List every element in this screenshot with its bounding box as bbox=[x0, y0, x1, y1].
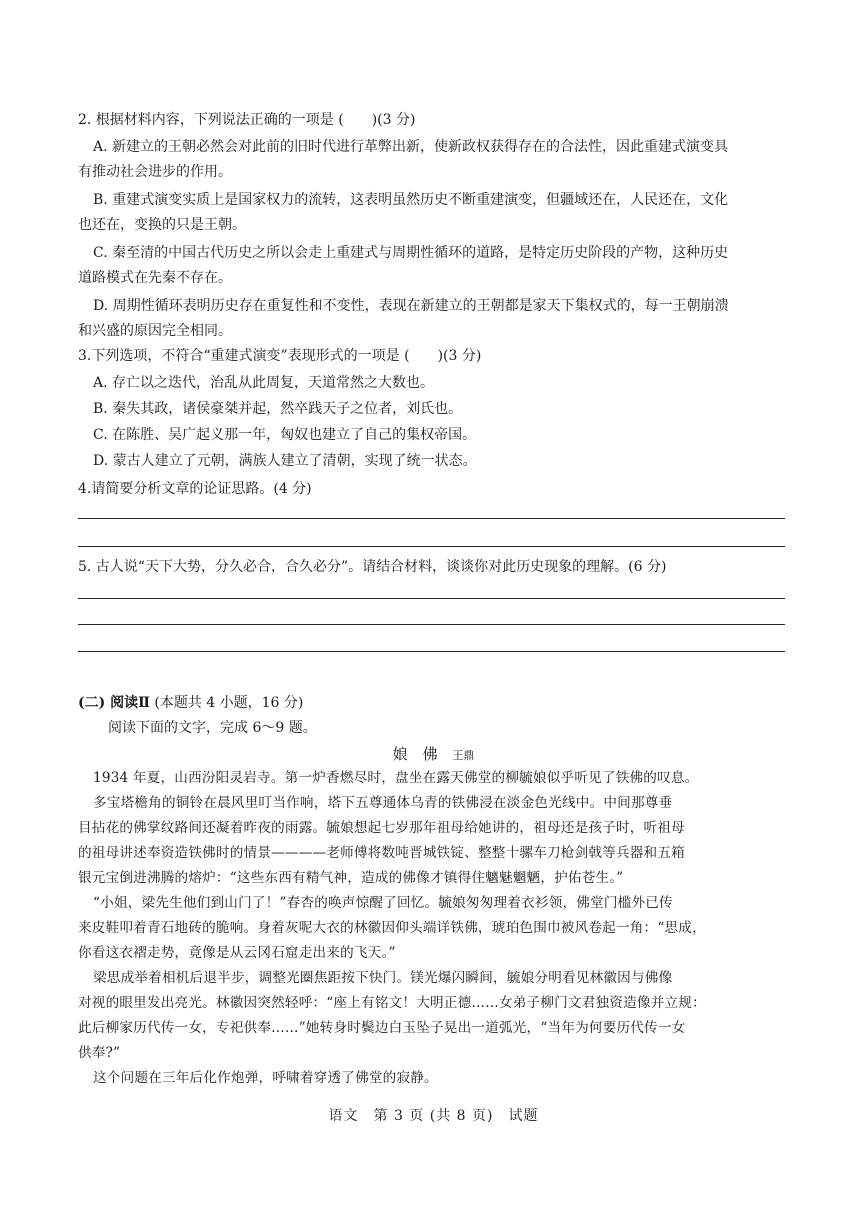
story-paragraph-cont: 目拈花的佛掌纹路间还凝着昨夜的雨露。毓娘想起七岁那年祖母给她讲的，祖母还是孩子时，听祖母 bbox=[78, 820, 685, 836]
answer-line[interactable] bbox=[78, 546, 785, 547]
q2-option-a: A. 新建立的王朝必然会对此前的旧时代进行革弊出新，使新政权获得存在的合法性，因此重建式演变具 bbox=[93, 139, 729, 155]
q3-option-d: D. 蒙古人建立了元朝，满族人建立了清朝，实现了统一状态。 bbox=[93, 453, 477, 469]
answer-line[interactable] bbox=[78, 651, 785, 652]
q5-stem: 5. 古人说“天下大势，分久必合，合久必分”。请结合材料，谈谈你对此历史现象的理解。(6 分) bbox=[78, 559, 667, 575]
q3-option-c: C. 在陈胜、吴广起义那一年，匈奴也建立了自己的集权帝国。 bbox=[93, 427, 477, 443]
q2-option-c: C. 秦至清的中国古代历史之所以会走上重建式与周期性循环的道路，是特定历史阶段的产物，这种历史 bbox=[93, 245, 729, 261]
q2-option-c-cont: 道路模式在先秦不存在。 bbox=[78, 270, 232, 286]
answer-line[interactable] bbox=[78, 624, 785, 625]
answer-line[interactable] bbox=[78, 598, 785, 599]
q2-option-d: D. 周期性循环表明历史存在重复性和不变性，表现在新建立的王朝都是家天下集权式的，每一王朝崩溃 bbox=[93, 298, 729, 314]
story-paragraph-cont: 供奉?” bbox=[78, 1045, 121, 1061]
q2-option-b-cont: 也还在，变换的只是王朝。 bbox=[78, 217, 246, 233]
passage-author: 王鼎 bbox=[452, 749, 475, 762]
section-note: (本题共 4 小题，16 分) bbox=[154, 695, 304, 711]
q2-option-b: B. 重建式演变实质上是国家权力的流转，这表明虽然历史不断重建演变，但疆域还在，人民还在，文化 bbox=[93, 192, 729, 208]
story-paragraph: 1934 年夏，山西汾阳灵岩寺。第一炉香燃尽时，盘坐在露天佛堂的柳毓娘似乎听见了铁佛的叹息。 bbox=[93, 770, 699, 786]
story-paragraph: “小姐，梁先生他们到山门了！”春杏的唤声惊醒了回忆。毓娘匆匆理着衣衫领，佛堂门槛外已传 bbox=[93, 895, 673, 911]
passage-title: 娘 佛 bbox=[392, 745, 438, 763]
section-instruction: 阅读下面的文字，完成 6～9 题。 bbox=[108, 720, 317, 736]
q3-option-b: B. 秦失其政，诸侯豪桀并起，然卒践天子之位者，刘氏也。 bbox=[93, 401, 463, 417]
page-footer: 语文 第 3 页 (共 8 页) 试题 bbox=[328, 1108, 539, 1124]
story-paragraph: 梁思成举着相机后退半步，调整光圈焦距按下快门。镁光爆闪瞬间，毓娘分明看见林徽因与佛像 bbox=[93, 970, 673, 986]
q3-stem: 3.下列选项，不符合“重建式演变”表现形式的一项是 ( )(3 分) bbox=[78, 348, 482, 364]
answer-line[interactable] bbox=[78, 518, 785, 519]
story-paragraph-cont: 你看这衣褶走势，竟像是从云冈石窟走出来的飞天。” bbox=[78, 945, 396, 961]
q2-option-d-cont: 和兴盛的原因完全相同。 bbox=[78, 323, 232, 339]
q4-stem: 4.请简要分析文章的论证思路。(4 分) bbox=[78, 481, 312, 497]
story-paragraph-cont: 银元宝倒进沸腾的熔炉：“这些东西有精气神，造成的佛像才镇得住魑魅魍魉，护佑苍生。” bbox=[78, 870, 624, 886]
story-paragraph-cont: 来皮鞋叩着青石地砖的脆响。身着灰呢大衣的林徽因仰头端详铁佛，琥珀色围巾被风卷起一角：“思成， bbox=[78, 920, 706, 936]
section-title: (二) 阅读Ⅱ bbox=[78, 695, 150, 711]
section-heading bbox=[78, 693, 790, 713]
story-paragraph-cont: 的祖母讲述奉资造铁佛时的情景————老师傅将数吨晋城铁锭、整整十骡车刀枪剑戟等兵器和五箱 bbox=[78, 845, 685, 861]
q3-option-a: A. 存亡以之迭代，治乱从此周复，天道常然之大数也。 bbox=[93, 375, 435, 391]
passage-title-row bbox=[0, 744, 867, 766]
q2-option-a-cont: 有推动社会进步的作用。 bbox=[78, 164, 232, 180]
q2-stem: 2. 根据材料内容，下列说法正确的一项是 ( )(3 分) bbox=[78, 112, 416, 128]
story-paragraph-cont: 对视的眼里发出亮光。林徽因突然轻呼：“座上有铭文！大明正德……女弟子柳门文君独资造像并立规： bbox=[78, 995, 706, 1011]
story-paragraph: 这个问题在三年后化作炮弹，呼啸着穿透了佛堂的寂静。 bbox=[93, 1070, 438, 1086]
story-paragraph-cont: 此后柳家历代传一女，专祀供奉……”她转身时鬓边白玉坠子晃出一道弧光，“当年为何要历代传一女 bbox=[78, 1020, 686, 1036]
story-paragraph: 多宝塔檐角的铜铃在晨风里叮当作响，塔下五尊通体乌青的铁佛浸在淡金色光线中。中间那尊垂 bbox=[93, 795, 673, 811]
